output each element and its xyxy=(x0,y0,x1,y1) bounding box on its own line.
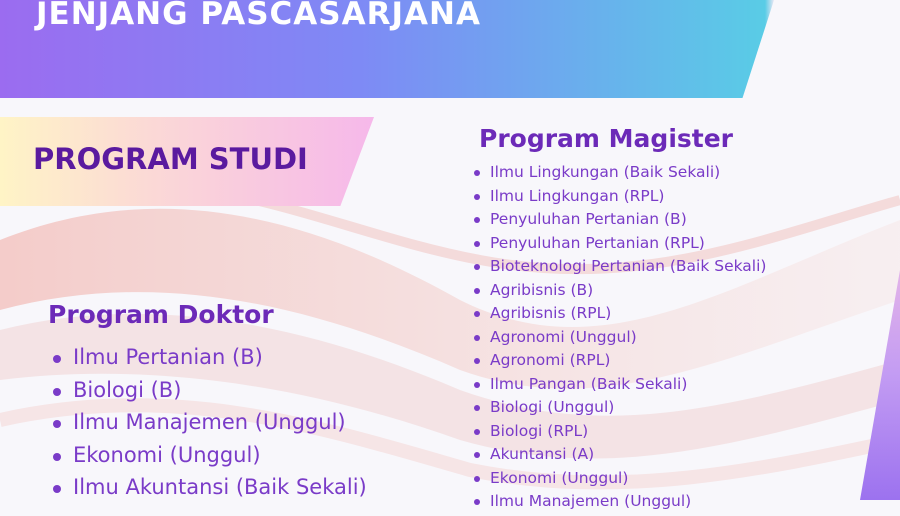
bullet-icon xyxy=(474,288,480,294)
bullet-icon xyxy=(474,476,480,482)
list-item: Bioteknologi Pertanian (Baik Sekali) xyxy=(471,257,766,281)
bullet-icon xyxy=(474,217,480,223)
list-item: Penyuluhan Pertanian (RPL) xyxy=(471,234,766,258)
bullet-icon xyxy=(53,420,61,428)
list-item: Ekonomi (Unggul) xyxy=(471,469,766,493)
bullet-icon xyxy=(474,452,480,458)
list-item: Ilmu Lingkungan (RPL) xyxy=(471,187,766,211)
magister-list xyxy=(471,163,766,516)
bullet-icon xyxy=(474,264,480,270)
list-item: Agronomi (RPL) xyxy=(471,351,766,375)
bullet-icon xyxy=(474,429,480,435)
list-item: Ilmu Lingkungan (Baik Sekali) xyxy=(471,163,766,187)
list-item: Ilmu Pertanian (B) xyxy=(48,345,367,378)
list-item: Ilmu Manajemen (Unggul) xyxy=(471,492,766,516)
bullet-icon xyxy=(474,311,480,317)
bullet-icon xyxy=(53,388,61,396)
list-item: Agronomi (Unggul) xyxy=(471,328,766,352)
bullet-icon xyxy=(53,485,61,493)
list-item: Ekonomi (Unggul) xyxy=(48,443,367,476)
doktor-heading: Program Doktor xyxy=(48,300,274,329)
list-item: Penyuluhan Pertanian (B) xyxy=(471,210,766,234)
list-item: Agribisnis (B) xyxy=(471,281,766,305)
bullet-icon xyxy=(474,358,480,364)
magister-heading: Program Magister xyxy=(479,124,734,153)
program-studi-title: PROGRAM STUDI xyxy=(33,142,308,176)
list-item: Biologi (RPL) xyxy=(471,422,766,446)
list-item: Biologi (B) xyxy=(48,378,367,411)
doktor-list xyxy=(48,345,367,508)
list-item: Agribisnis (RPL) xyxy=(471,304,766,328)
list-item: Ilmu Pangan (Baik Sekali) xyxy=(471,375,766,399)
list-item: Ilmu Manajemen (Unggul) xyxy=(48,410,367,443)
bullet-icon xyxy=(474,382,480,388)
bullet-icon xyxy=(474,335,480,341)
page-title: JENJANG PASCASARJANA xyxy=(36,0,481,32)
list-item: Biologi (Unggul) xyxy=(471,398,766,422)
bullet-icon xyxy=(474,194,480,200)
bullet-icon xyxy=(53,355,61,363)
bullet-icon xyxy=(474,170,480,176)
list-item: Ilmu Akuntansi (Baik Sekali) xyxy=(48,475,367,508)
bullet-icon xyxy=(474,405,480,411)
list-item: Akuntansi (A) xyxy=(471,445,766,469)
bullet-icon xyxy=(474,241,480,247)
bullet-icon xyxy=(53,453,61,461)
